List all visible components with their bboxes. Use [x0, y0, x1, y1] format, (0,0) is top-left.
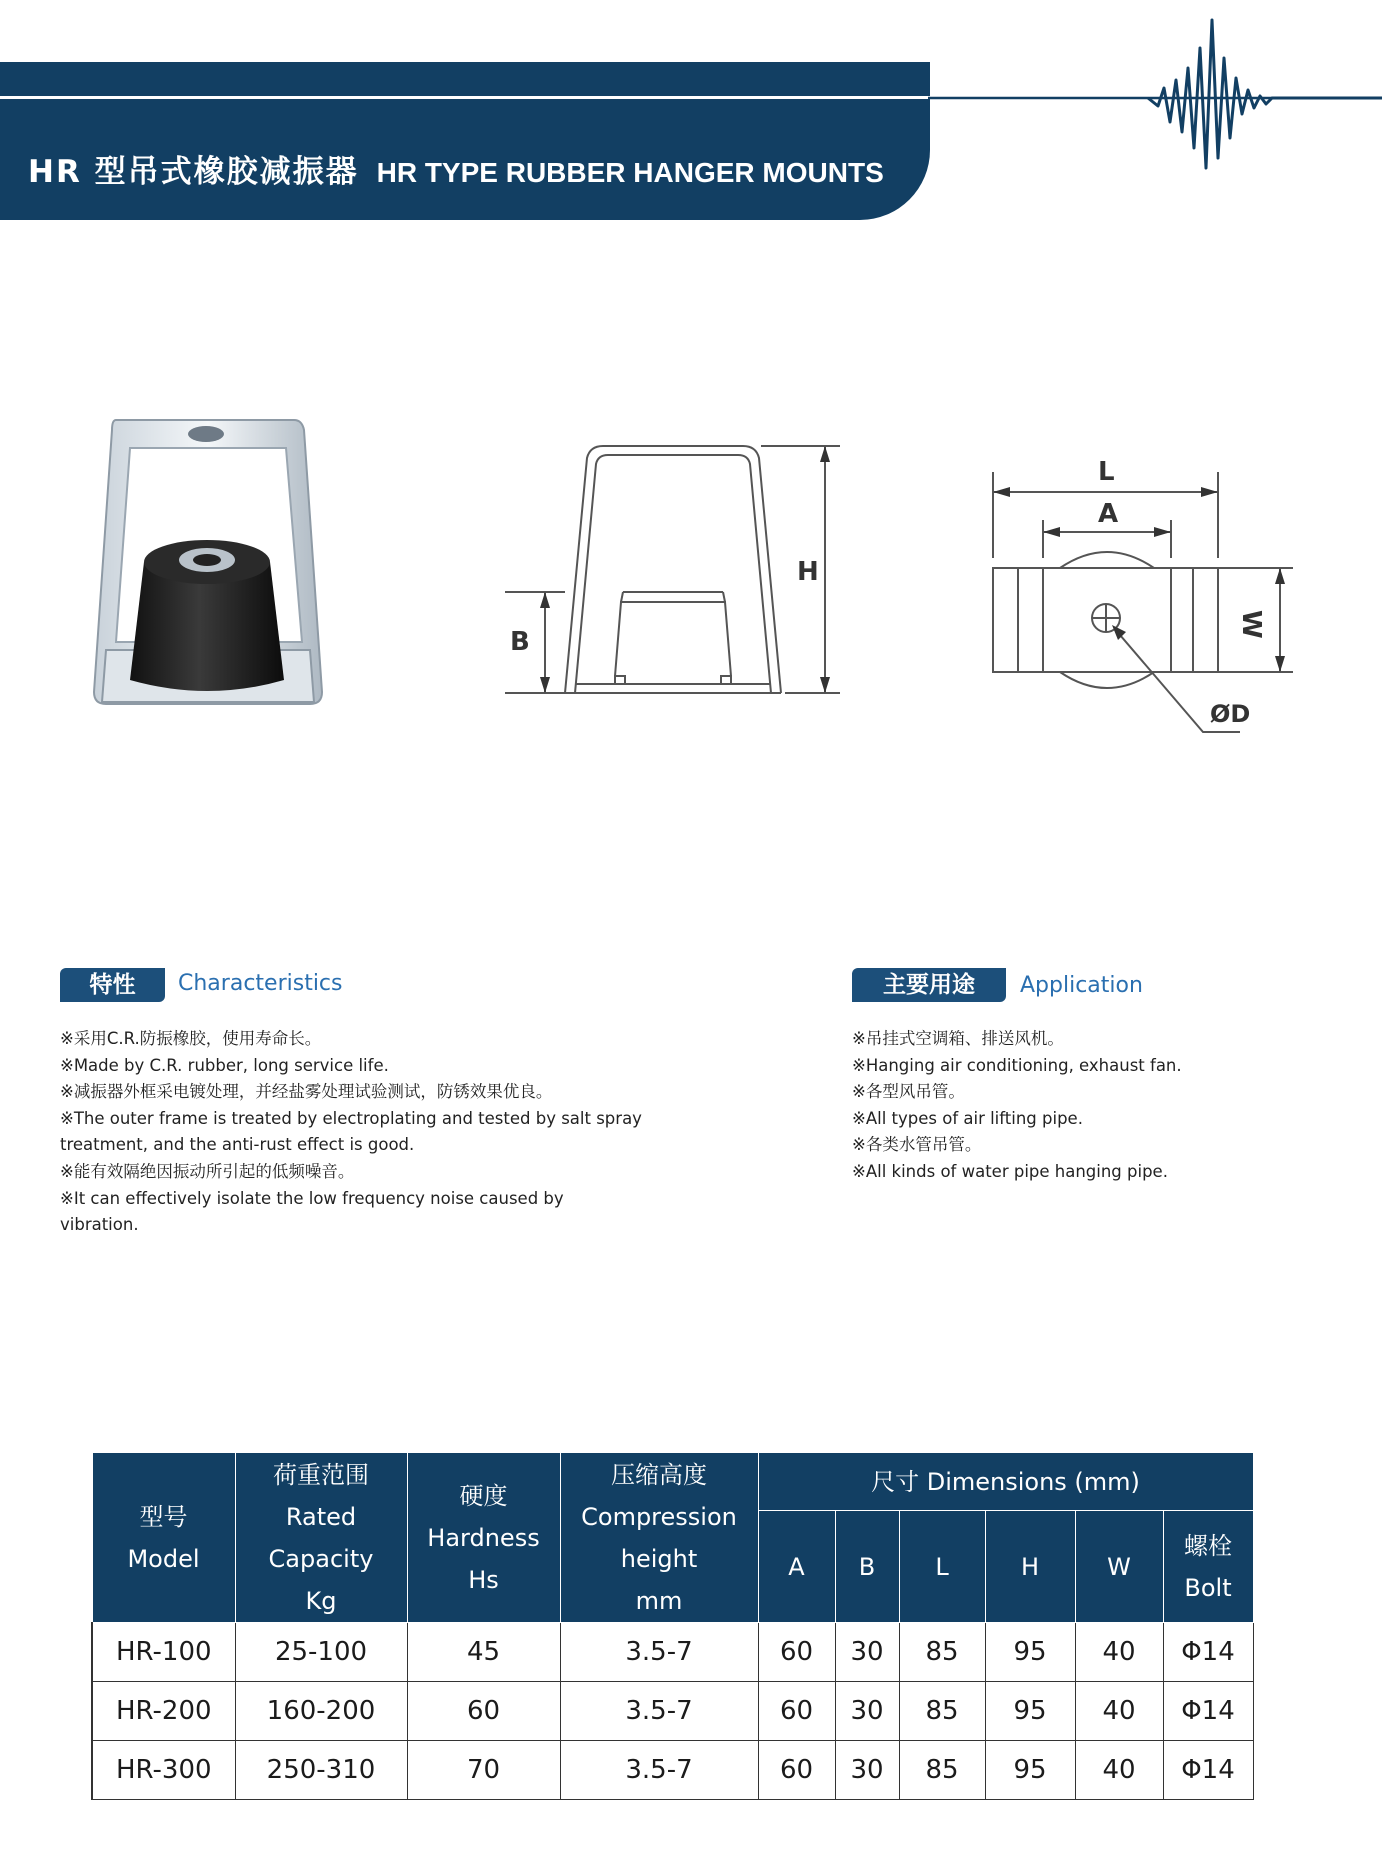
banner-divider-line [0, 96, 930, 99]
cell-a: 60 [758, 1741, 835, 1800]
title-cn: HR 型吊式橡胶减振器 [28, 154, 359, 190]
cell-compression: 3.5-7 [560, 1741, 758, 1800]
cell-w: 40 [1075, 1623, 1163, 1682]
characteristics-line: ※减振器外框采电镀处理，并经盐雾处理试验测试，防锈效果优良。 [60, 1082, 553, 1102]
cell-b: 30 [835, 1623, 899, 1682]
front-view-diagram [505, 438, 840, 698]
dim-label-l: L [1098, 457, 1115, 487]
cell-hardness: 70 [407, 1741, 560, 1800]
top-view-diagram [988, 452, 1298, 742]
application-list [852, 1026, 1182, 1186]
application-line: ※吊挂式空调箱、排送风机。 [852, 1029, 1064, 1048]
product-photo [88, 412, 328, 712]
cell-capacity: 160-200 [235, 1682, 407, 1741]
characteristics-line: ※Made by C.R. rubber, long service life. [60, 1055, 389, 1075]
table-row [92, 1741, 1253, 1800]
header-bolt: 螺栓 Bolt [1163, 1511, 1253, 1623]
cell-bolt: Φ14 [1163, 1623, 1253, 1682]
characteristics-line: ※It can effectively isolate the low frequency noise caused by [60, 1188, 564, 1208]
cell-h: 95 [985, 1623, 1075, 1682]
cell-l: 85 [899, 1623, 985, 1682]
header-model: 型号 Model [92, 1453, 235, 1623]
cell-h: 95 [985, 1682, 1075, 1741]
cell-h: 95 [985, 1741, 1075, 1800]
cell-l: 85 [899, 1741, 985, 1800]
title-en: HR TYPE RUBBER HANGER MOUNTS [376, 157, 884, 188]
cell-model: HR-100 [92, 1623, 235, 1682]
cell-a: 60 [758, 1623, 835, 1682]
characteristics-line: ※The outer frame is treated by electroplating and tested by salt spray [60, 1108, 642, 1128]
cell-model: HR-300 [92, 1741, 235, 1800]
cell-bolt: Φ14 [1163, 1682, 1253, 1741]
characteristics-line: vibration. [60, 1215, 139, 1235]
header-banner [0, 62, 930, 220]
dim-label-d: ØD [1210, 700, 1251, 728]
cell-compression: 3.5-7 [560, 1682, 758, 1741]
vibration-wave-icon [928, 18, 1382, 178]
cell-bolt: Φ14 [1163, 1741, 1253, 1800]
characteristics-line: ※采用C.R.防振橡胶，使用寿命长。 [60, 1029, 322, 1048]
cell-w: 40 [1075, 1682, 1163, 1741]
header-capacity: 荷重范围 Rated Capacity Kg [235, 1453, 407, 1623]
dim-label-w: W [1236, 610, 1266, 639]
table-row [92, 1682, 1253, 1741]
cell-w: 40 [1075, 1741, 1163, 1800]
characteristics-label-en: Characteristics [178, 971, 343, 996]
cell-b: 30 [835, 1741, 899, 1800]
header-compression: 压缩高度 Compression height mm [560, 1453, 758, 1623]
application-line: ※各类水管吊管。 [852, 1135, 982, 1155]
page-title [28, 146, 884, 191]
application-line: ※All types of air lifting pipe. [852, 1108, 1083, 1128]
header-dim-b: B [835, 1511, 899, 1623]
characteristics-label-cn: 特性 [60, 968, 165, 1002]
application-label-cn: 主要用途 [852, 968, 1006, 1002]
cell-hardness: 60 [407, 1682, 560, 1741]
dim-label-h: H [797, 557, 819, 587]
header-dim-w: W [1075, 1511, 1163, 1623]
application-line: ※Hanging air conditioning, exhaust fan. [852, 1055, 1182, 1075]
header-dim-h: H [985, 1511, 1075, 1623]
cell-l: 85 [899, 1682, 985, 1741]
spec-table [91, 1452, 1254, 1800]
cell-hardness: 45 [407, 1623, 560, 1682]
header-dim-a: A [758, 1511, 835, 1623]
header-dim-l: L [899, 1511, 985, 1623]
cell-a: 60 [758, 1682, 835, 1741]
cell-capacity: 25-100 [235, 1623, 407, 1682]
header-dimensions: 尺寸 Dimensions (mm) [758, 1453, 1253, 1511]
characteristics-list [60, 1026, 642, 1239]
application-line: ※各型风吊管。 [852, 1082, 965, 1102]
characteristics-line: treatment, and the anti-rust effect is good. [60, 1135, 415, 1155]
dim-label-b: B [510, 627, 530, 657]
cell-b: 30 [835, 1682, 899, 1741]
cell-compression: 3.5-7 [560, 1623, 758, 1682]
header-hardness: 硬度 Hardness Hs [407, 1453, 560, 1623]
dim-label-a: A [1098, 499, 1119, 529]
cell-model: HR-200 [92, 1682, 235, 1741]
application-line: ※All kinds of water pipe hanging pipe. [852, 1161, 1168, 1181]
table-row [92, 1623, 1253, 1682]
characteristics-line: ※能有效隔绝因振动所引起的低频噪音。 [60, 1161, 355, 1181]
application-label-en: Application [1020, 973, 1143, 998]
cell-capacity: 250-310 [235, 1741, 407, 1800]
